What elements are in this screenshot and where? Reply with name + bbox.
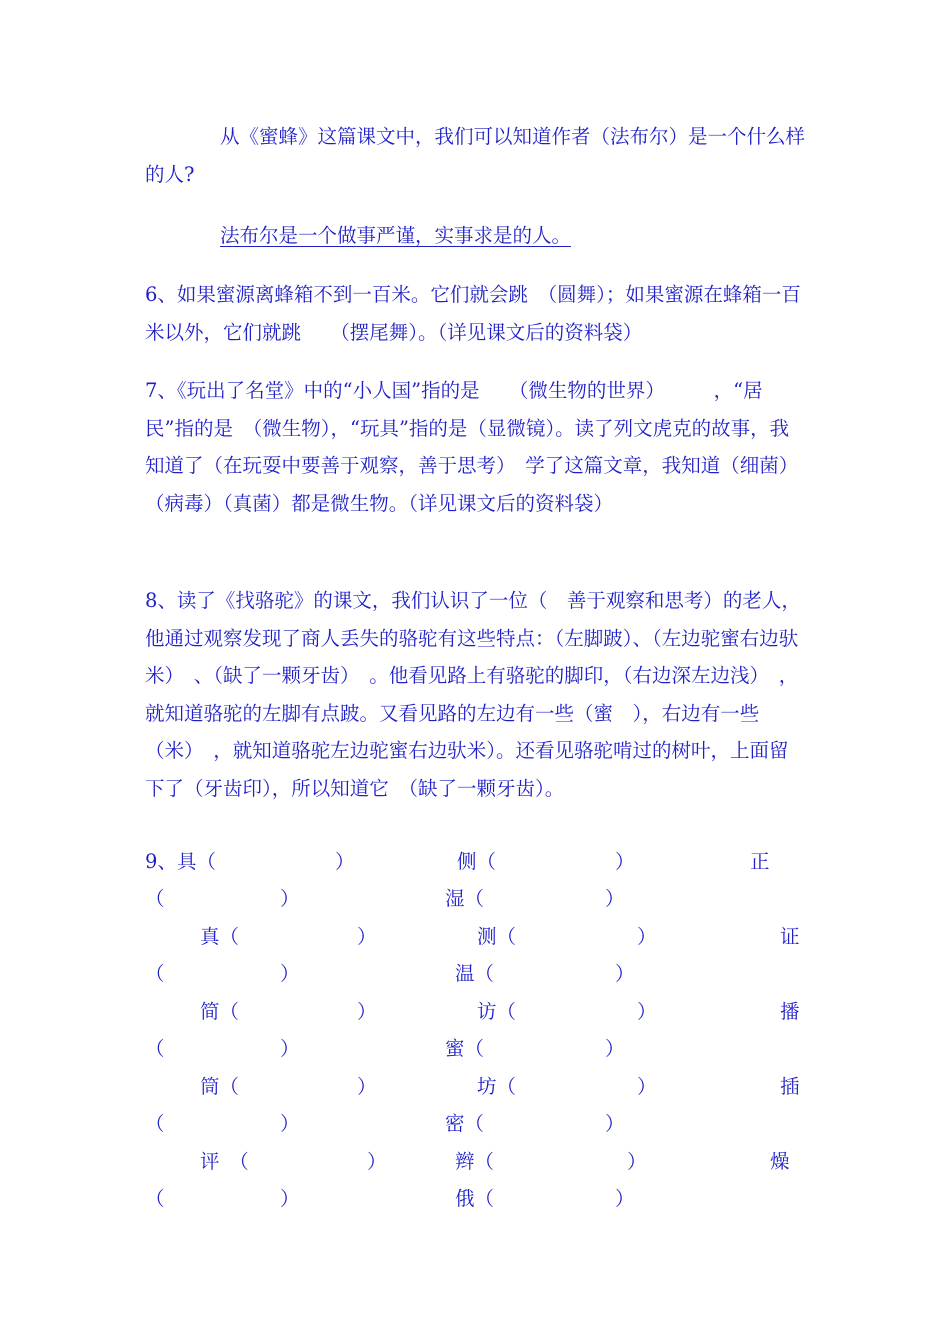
q9-item-close: ） [280, 1112, 300, 1135]
q9-item: 辫（ [455, 1150, 495, 1173]
q9-item-close: ） [335, 850, 355, 873]
q9-row-1 [145, 843, 805, 880]
q9-item: 俄（ [455, 1187, 495, 1210]
q9-row-2b [145, 955, 805, 992]
q9-item-close: ） [357, 1000, 377, 1023]
q9-item-close: ） [280, 887, 300, 910]
q9-item-close: ） [280, 1037, 300, 1060]
q9-row-5b [145, 1180, 805, 1217]
q9-item: 访（ [477, 1000, 517, 1023]
q9-item: 正 [750, 850, 770, 873]
q9-row-5 [145, 1143, 805, 1180]
question-6: 6、如果蜜源离蜂箱不到一百米。它们就会跳 （圆舞）；如果蜜源在蜂箱一百米以外，它们就跳 （摆尾舞）。（详见课文后的资料袋） [145, 283, 801, 344]
q9-item-close: ） [357, 1075, 377, 1098]
q9-row-1b [145, 880, 805, 917]
q9-item: 坊（ [477, 1075, 517, 1098]
q9-item: 密（ [445, 1112, 485, 1135]
q9-item: 燥 [770, 1150, 790, 1173]
q9-item: 评 （ [200, 1150, 249, 1173]
question-7: 7、《玩出了名堂》中的“小人国”指的是 （微生物的世界） ，“居民”指的是 （微生物），“玩具”指的是（显微镜）。读了列文虎克的故事，我知道了（在玩耍中要善于观察，善于思考） 学了这篇文章，我知道（细菌）（病毒）（真菌）都是微生物。（详见课文后的资料袋） [145, 379, 799, 515]
q9-item: 简（ [200, 1000, 240, 1023]
intro-answer: 法布尔是一个做事严谨，实事求是的人。 [220, 224, 572, 247]
q9-item: 插 [780, 1075, 800, 1098]
q9-number: 9、 [145, 850, 177, 873]
q9-item-close: ） [637, 1075, 657, 1098]
q9-item-open: （ [145, 1037, 165, 1060]
q9-item-close: ） [637, 925, 657, 948]
q9-item-close: ） [615, 1187, 635, 1210]
q9-item-close: ） [627, 1150, 647, 1173]
q9-item-close: ） [637, 1000, 657, 1023]
q9-item-close: ） [605, 887, 625, 910]
q9-item-open: （ [145, 1187, 165, 1210]
q9-item-open: （ [145, 962, 165, 985]
q9-item-close: ） [605, 1112, 625, 1135]
q9-item: 湿（ [445, 887, 485, 910]
q9-item-open: （ [145, 887, 165, 910]
q9-item-close: ） [367, 1150, 387, 1173]
q9-item-open: （ [145, 1112, 165, 1135]
q9-row-4 [145, 1068, 805, 1105]
q9-item-close: ） [605, 1037, 625, 1060]
q9-item: 温（ [455, 962, 495, 985]
q9-item: 筒（ [200, 1075, 240, 1098]
q9-row-3 [145, 993, 805, 1030]
q9-item-close: ） [280, 1187, 300, 1210]
q9-item-close: ） [615, 962, 635, 985]
question-8: 8、读了《找骆驼》的课文，我们认识了一位（ 善于观察和思考）的老人，他通过观察发现了商人丢失的骆驼有这些特点：（左脚跛）、（左边驼蜜右边驮米） 、（缺了一颗牙齿） 。他看见路上有骆驼的脚印，（右边深左边浅） ，就知道骆驼的左脚有点跛。又看见路的左边有一些（蜜 ），右边有一些 （米） ，就知道骆驼左边驼蜜右边驮米）。还看见骆驼啃过的树叶，上面留下了（牙齿印），所以知道它 （缺了一颗牙齿）。 [145, 589, 801, 800]
q9-row-4b [145, 1105, 805, 1142]
q9-item: 测（ [477, 925, 517, 948]
q9-item: 真（ [200, 925, 240, 948]
q9-item: 证 [780, 925, 800, 948]
q9-item-close: ） [280, 962, 300, 985]
q9-item-close: ） [357, 925, 377, 948]
q9-row-3b [145, 1030, 805, 1067]
q9-item: 侧（ [457, 850, 497, 873]
intro-question: 从《蜜蜂》这篇课文中，我们可以知道作者（法布尔）是一个什么样的人? [145, 125, 806, 186]
q9-item: 具（ [177, 850, 217, 873]
q9-item: 播 [780, 1000, 800, 1023]
q9-row-2 [145, 918, 805, 955]
q9-item-close: ） [615, 850, 635, 873]
q9-item: 蜜（ [445, 1037, 485, 1060]
